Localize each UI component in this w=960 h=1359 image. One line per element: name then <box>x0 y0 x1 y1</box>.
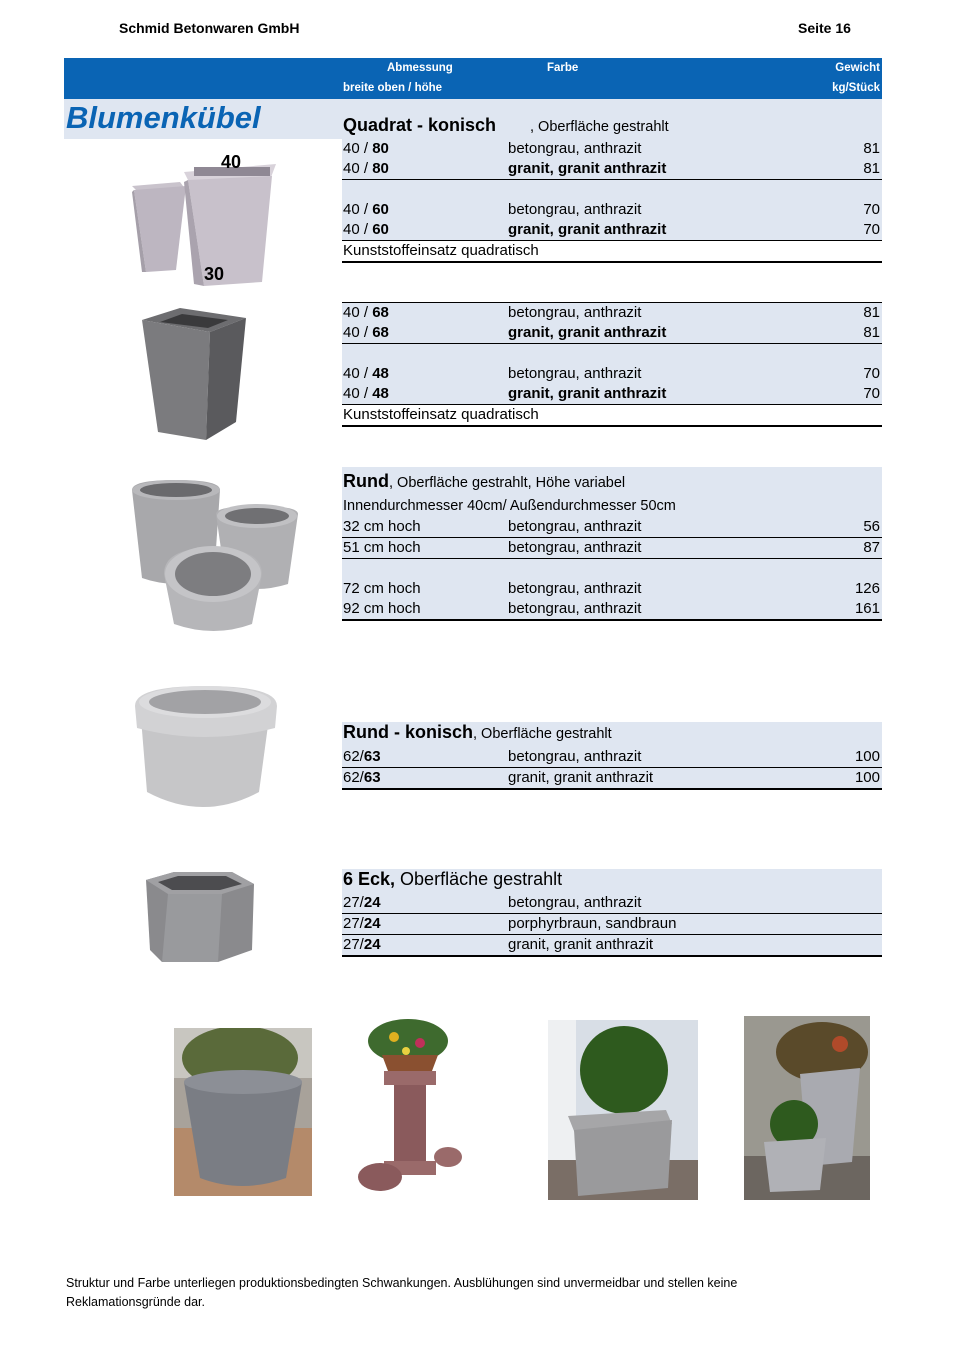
row-weight: 100 <box>854 748 880 765</box>
row-weight: 100 <box>854 769 880 786</box>
row-dim: 40 / <box>343 304 373 321</box>
row-dim: 40 / <box>343 221 373 238</box>
row-dim-height: 63 <box>363 748 381 765</box>
row-dim: 27/ <box>343 894 364 911</box>
table-row <box>342 364 882 386</box>
sechseck-planter-image <box>144 870 256 964</box>
row-color: betongrau, anthrazit <box>508 580 642 597</box>
row-dim: 27/ <box>343 915 364 932</box>
col-dimension-sub: breite oben / höhe <box>343 82 443 94</box>
table-row-blank <box>342 180 882 202</box>
row-dim-height: 24 <box>363 936 381 953</box>
row-weight: 70 <box>863 201 880 218</box>
row-weight: 81 <box>863 160 880 177</box>
col-color-label: Farbe <box>547 62 579 74</box>
section-rund-desc: , Oberfläche gestrahlt, Höhe variabel <box>388 475 626 491</box>
table-row-blank <box>342 344 882 366</box>
row-dim: 72 cm hoch <box>343 580 421 597</box>
table-row <box>342 768 882 790</box>
row-dim: 40 / <box>343 160 373 177</box>
row-color: granit, granit anthrazit <box>508 769 654 786</box>
table-row-note <box>342 405 882 427</box>
table-row <box>342 159 882 181</box>
row-weight: 70 <box>863 365 880 382</box>
category-title: Blumenkübel <box>66 100 261 135</box>
row-color: betongrau, anthrazit <box>508 140 642 157</box>
row-dim: 40 / <box>343 324 373 341</box>
col-dimension-label: Abmessung <box>387 62 453 74</box>
row-note-text: Kunststoffeinsatz quadratisch <box>343 242 539 259</box>
row-dim: 32 cm hoch <box>343 518 421 535</box>
row-color: betongrau, anthrazit <box>508 894 642 911</box>
table-row <box>342 200 882 222</box>
row-dim-height: 80 <box>372 160 389 177</box>
row-color: granit, granit anthrazit <box>508 221 667 238</box>
table-row <box>342 914 882 936</box>
table-row <box>342 599 882 621</box>
section-quadrat-name: Quadrat - konisch <box>343 115 497 135</box>
row-dim: 51 cm hoch <box>343 539 421 556</box>
table-row <box>342 579 882 601</box>
table-row <box>342 893 882 915</box>
row-color: granit, granit anthrazit <box>508 936 654 953</box>
quadrat-planter-image <box>128 150 278 290</box>
row-color: granit, granit anthrazit <box>508 385 667 402</box>
section-sechseck-header <box>342 869 882 893</box>
photo-stacked-planters <box>744 1016 870 1200</box>
footer-disclaimer: Struktur und Farbe unterliegen produktionsbedingten Schwankungen. Ausblühungen sind unvermeidbar und stellen keine Reklamationsgründe dar. <box>66 1276 738 1309</box>
section-quadrat-desc: , Oberfläche gestrahlt <box>530 119 669 135</box>
row-color: granit, granit anthrazit <box>508 324 667 341</box>
row-weight: 81 <box>863 324 880 341</box>
table-row <box>342 220 882 242</box>
row-dim-height: 24 <box>363 915 381 932</box>
row-dim-height: 48 <box>372 365 389 382</box>
row-weight: 87 <box>863 539 880 556</box>
table-row <box>342 747 882 769</box>
photo-planter-with-shrub <box>174 1028 312 1196</box>
table-row <box>342 323 882 345</box>
row-dim: 92 cm hoch <box>343 600 421 617</box>
table-row <box>342 935 882 957</box>
row-color: betongrau, anthrazit <box>508 539 642 556</box>
row-dim-height: 80 <box>372 140 389 157</box>
row-dim: 27/ <box>343 936 364 953</box>
row-dim: 40 / <box>343 140 373 157</box>
table-row <box>342 303 882 325</box>
row-color: betongrau, anthrazit <box>508 201 642 218</box>
row-color: porphyrbraun, sandbraun <box>508 915 677 932</box>
row-weight: 70 <box>863 221 880 238</box>
section-rund-konisch-desc: , Oberfläche gestrahlt <box>473 726 612 742</box>
row-color: betongrau, anthrazit <box>508 600 642 617</box>
row-dim: 62/ <box>343 748 364 765</box>
row-color: betongrau, anthrazit <box>508 518 642 535</box>
table-row <box>342 517 882 539</box>
image-label-40: 40 <box>221 152 242 172</box>
section-quadrat-header <box>342 112 882 139</box>
table-row-blank <box>342 559 882 581</box>
row-dim-height: 68 <box>372 304 389 321</box>
rund-planter-image <box>128 478 298 636</box>
column-header-bar <box>64 58 882 99</box>
photo-column-planter <box>352 1015 470 1201</box>
section-rund-name: Rund <box>343 471 389 491</box>
row-weight: 161 <box>854 600 880 617</box>
section-rund-desc2: Innendurchmesser 40cm/ Außendurchmesser 50cm <box>343 498 676 514</box>
row-dim: 40 / <box>343 365 373 382</box>
page-number: Seite 16 <box>798 20 851 36</box>
table-row <box>342 139 882 161</box>
row-weight: 56 <box>863 518 880 535</box>
row-weight: 81 <box>863 140 880 157</box>
row-dim-height: 63 <box>363 769 381 786</box>
photo-square-planter-boxwood <box>548 1020 698 1200</box>
row-color: betongrau, anthrazit <box>508 304 642 321</box>
quadrat-dark-planter-image <box>138 308 250 442</box>
table-row <box>342 384 882 406</box>
col-weight-sub: kg/Stück <box>832 82 880 94</box>
row-weight: 126 <box>854 580 880 597</box>
row-color: betongrau, anthrazit <box>508 365 642 382</box>
section-rund-konisch-header <box>342 722 882 747</box>
image-label-30: 30 <box>204 264 225 284</box>
company-name: Schmid Betonwaren GmbH <box>119 20 300 36</box>
section-sechseck-name: 6 Eck, <box>343 869 396 889</box>
table-row <box>342 538 882 560</box>
rund-konisch-planter-image <box>133 684 279 816</box>
section-sechseck-desc: Oberfläche gestrahlt <box>395 869 563 889</box>
row-dim-height: 60 <box>372 201 389 218</box>
row-dim: 40 / <box>343 385 373 402</box>
table-row-spacer <box>342 283 882 304</box>
row-dim: 62/ <box>343 769 364 786</box>
row-dim-height: 68 <box>372 324 389 341</box>
row-dim-height: 60 <box>372 221 389 238</box>
row-color: granit, granit anthrazit <box>508 160 667 177</box>
row-color: betongrau, anthrazit <box>508 748 642 765</box>
row-dim: 40 / <box>343 201 373 218</box>
row-dim-height: 48 <box>372 385 389 402</box>
col-weight-label: Gewicht <box>835 62 880 74</box>
row-weight: 81 <box>863 304 880 321</box>
row-dim-height: 24 <box>363 894 381 911</box>
table-row-note <box>342 241 882 263</box>
section-rund-konisch-name: Rund - konisch <box>343 722 473 742</box>
row-note-text: Kunststoffeinsatz quadratisch <box>343 406 539 423</box>
section-rund-header <box>342 467 882 517</box>
row-weight: 70 <box>863 385 880 402</box>
